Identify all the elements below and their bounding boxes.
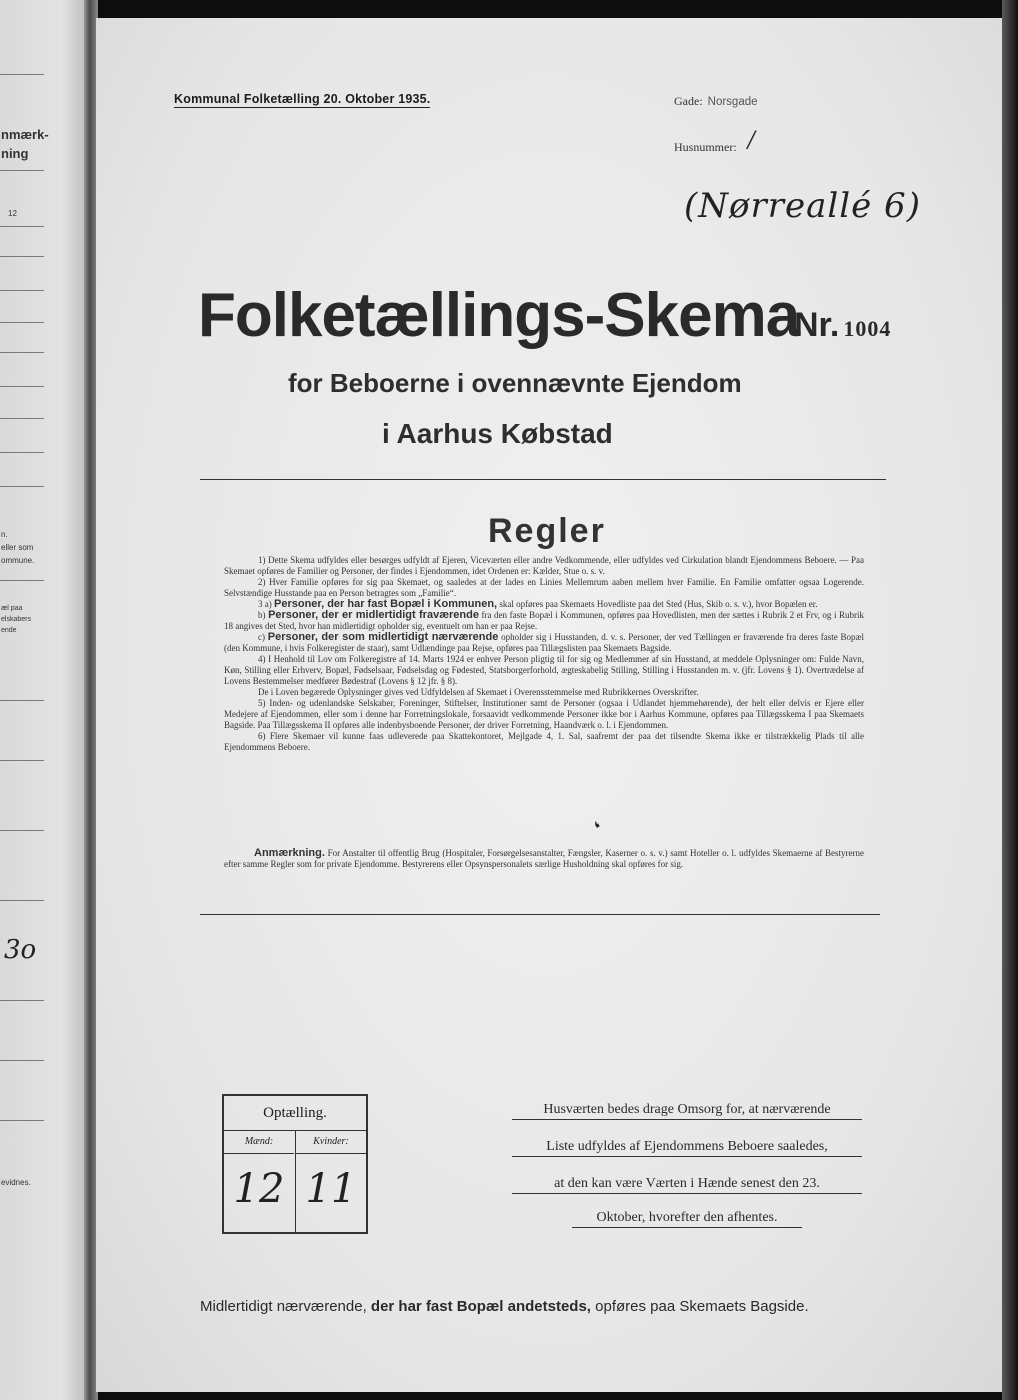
rule-3b: b) Personer, der er midlertidigt fraværende fra den faste Bopæl i Kommunen, opføres paa Hovedlisten, men der sættes i Rubrik 2 et Frv, og i Rubrik 18 angives det Sted, hvor han midlertidigt opholder sig, eventuelt om han er paa Rejse. — [224, 609, 865, 631]
notice-line-1: Husværten bedes drage Omsorg for, at nærværende — [512, 1102, 862, 1120]
left-rule — [0, 900, 44, 901]
house-number-value: / — [747, 128, 756, 153]
rule-4b: De i Loven begærede Oplysninger gives ved Udfyldelsen af Skemaet i Overensstemmelse med Rubrikkernes Overskrifter. — [258, 687, 699, 697]
left-fragment: nmærk- — [1, 127, 49, 142]
left-handwriting: 3o — [4, 935, 37, 965]
left-page-strip — [0, 0, 88, 1400]
anmaerkning-text: For Anstalter til offentlig Brug (Hospitaler, Forsørgelsesanstalter, Fængsler, Kaserner o. s. v.) samt Hoteller o. l. udfyldes Skemaerne af Bestyrerne efter samme Regler som for private Ejendomme. Bestyrerens eller Opsynspersonalets særlige Husholdning skal opføres for sig. — [224, 848, 864, 869]
form-number — [794, 306, 891, 345]
left-fragment: n. — [1, 530, 8, 539]
left-fragment: ning — [1, 146, 29, 161]
count-box — [222, 1094, 368, 1234]
left-rule — [0, 352, 44, 353]
left-rule — [0, 1000, 44, 1001]
left-rule — [0, 386, 44, 387]
form-number-value: 1004 — [843, 316, 892, 341]
rules-text — [224, 555, 864, 753]
left-rule — [0, 760, 44, 761]
left-fragment: æl paa — [1, 605, 23, 612]
count-women-label: Kvinder: — [296, 1131, 366, 1154]
count-women-value: 11 — [305, 1166, 357, 1212]
rule-6: 6) Flere Skemaer vil kunne faas udleverede paa Skattekontoret, Mejlgade 4, 1. Sal, saafremt der paa det tilsendte Skema ikke er tilstrækkelig Plads til alle Ejendommens Beboere. — [224, 731, 864, 752]
handwritten-address-note: (Nørreallé 6) — [684, 186, 921, 226]
count-women-column — [295, 1131, 366, 1232]
rules-heading: Regler — [488, 512, 606, 550]
anmaerkning-heading: Anmærkning. — [254, 847, 325, 859]
count-men-value: 12 — [233, 1166, 285, 1212]
rule-5: 5) Inden- og udenlandske Selskaber, Foreninger, Stiftelser, Institutioner samt de Personer (ogsaa i Udlandet hjemmehørende), der helt eller delvis er Ejere eller Medejere af Ejendommen, eller som i denne har Forretningslokale, forsaavidt vedkommende Personer ikke bor i Aarhus Kommune, opføres paa Tillægsskema I paa Skemaets Bagside. Paa Tillægsskema II opføres alle indenbysboende Personer, der driver Forretning, Haandværk o. l. i Ejendommen. — [224, 698, 864, 730]
left-rule — [0, 1120, 44, 1121]
left-rule — [0, 486, 44, 487]
rule-1: 1) Dette Skema udfyldes eller besørges udfyldt af Ejeren, Viceværten eller andre Vedkommende, eller udfyldes ved Cirkulation blandt Ejendommens Beboere. — Paa Skemaet opføres de Familier og Personer, der findes i Ejendommen, idet Ordenen er: Kælder, Stue o. s. v. — [224, 555, 864, 576]
left-rule — [0, 700, 44, 701]
left-fragment: eller som — [1, 543, 34, 552]
rule-3a: 3 a) Personer, der har fast Bopæl i Kommunen, skal opføres paa Skemaets Hovedliste paa det Sted (Hus, Skib o. s. v.), hvor Bopælen er. — [258, 598, 818, 610]
form-number-label: Nr. — [794, 306, 840, 344]
left-rule — [0, 322, 44, 323]
left-rule — [0, 452, 44, 453]
count-title: Optælling. — [224, 1096, 366, 1131]
ink-mark: ❛ — [591, 817, 607, 839]
divider — [200, 479, 886, 480]
divider — [200, 914, 880, 915]
rule-3c: c) Personer, der som midlertidigt nærværende opholder sig i Husstanden, d. v. s. Personer, der ved Tællingen er fraværende fra deres faste Bopæl (den Kommune, i hvis Folkeregister de staar), samt Udlændinge paa Rejse, opføres paa Tillægslisten paa Skemaets Bagside. — [224, 631, 865, 653]
house-number-label: Husnummer: — [674, 140, 737, 154]
left-fragment: ommune. — [1, 556, 35, 565]
form-title: Folketællings-Skema — [198, 281, 800, 350]
page-edge-shadow — [1002, 0, 1018, 1400]
left-rule — [0, 74, 44, 75]
left-rule — [0, 226, 44, 227]
notice-line-3: at den kan være Værten i Hænde senest den 23. — [512, 1176, 862, 1194]
left-rule — [0, 170, 44, 171]
street-field — [674, 94, 758, 109]
notice-line-2: Liste udfyldes af Ejendommens Beboere saaledes, — [512, 1139, 862, 1157]
house-number-field — [674, 128, 756, 157]
street-label: Gade: — [674, 94, 703, 108]
form-subtitle-2: i Aarhus Købstad — [382, 418, 613, 449]
left-fragment: evidnes. — [1, 1178, 31, 1187]
rule-4: 4) I Henhold til Lov om Folkeregistre af 14. Marts 1924 er enhver Person pligtig til for sig og Medlemmer af sin Husstand, at meddele Oplysninger om: Fulde Navn, Køn, Stilling eller Erhverv, Bopæl, Fødselsaar, Fødselsdag og Fødested, Statsborgerforhold, ægteskabelig Stilling, Stilling i Husstanden m. v. (jfr. Lovens § 1). Overtrædelse af Lovens Bestemmelser medfører Bødestraf (Lovens § 12 jfr. § 8). — [224, 654, 864, 686]
anmaerkning — [224, 848, 864, 870]
census-header: Kommunal Folketælling 20. Oktober 1935. — [174, 92, 431, 106]
count-men-label: Mænd: — [224, 1131, 294, 1154]
street-value: Norsgade — [707, 96, 758, 108]
left-rule — [0, 1060, 44, 1061]
left-rule — [0, 580, 44, 581]
notice-line-4: Oktober, hvorefter den afhentes. — [572, 1210, 802, 1228]
left-fragment: elskabers — [1, 616, 31, 623]
count-men-column — [224, 1131, 294, 1232]
left-rule — [0, 830, 44, 831]
left-rule — [0, 256, 44, 257]
left-rule — [0, 418, 44, 419]
census-form-page — [96, 18, 1002, 1392]
left-fragment: 12 — [8, 209, 17, 218]
form-subtitle-1: for Beboerne i ovennævnte Ejendom — [288, 368, 742, 398]
footer-note: Midlertidigt nærværende, der har fast Bopæl andetsteds, opføres paa Skemaets Bagside. — [200, 1298, 809, 1315]
rule-2: 2) Hver Familie opføres for sig paa Skemaet, og saaledes at der lades en Linies Mellemrum aaben mellem hver Familie. En Familie omfatter ogsaa Logerende. Selvstændige Husstande paa en Person betragtes som „Familie“. — [224, 577, 864, 598]
left-fragment: ende — [1, 627, 17, 634]
left-rule — [0, 290, 44, 291]
